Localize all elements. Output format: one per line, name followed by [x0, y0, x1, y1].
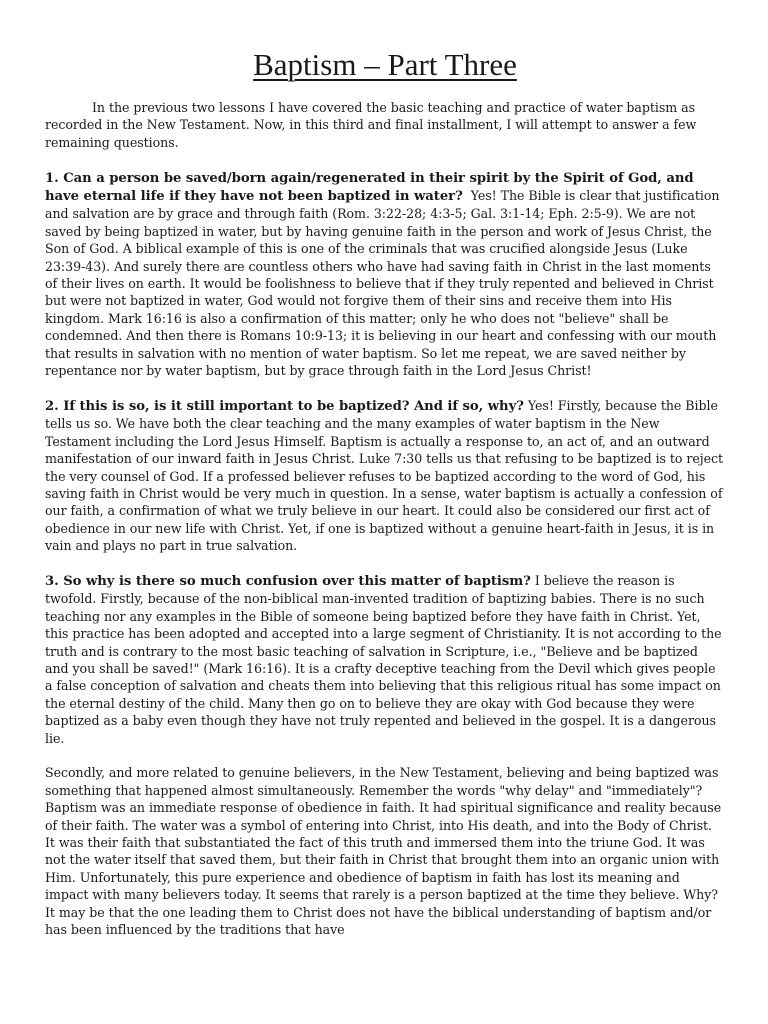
question-3-paragraph: [45, 572, 725, 747]
question-2-paragraph: [45, 397, 725, 555]
answer-1-text: Yes! The Bible is clear that justification and salvation are by grace and through faith (Rom. 3:22-28; 4:3-5; Gal. 3:1-14; Eph. 2:5-9). We are not saved by being baptized in water, but by having genuine faith in the person and work of Jesus Christ, the Son of God. A biblical example of this is one of the criminals that was crucified alongside Jesus (Luke 23:39-43). And surely there are countless others who have had saving faith in Christ in the last moments of their lives on earth. It would be foolishness to believe that if they truly repented and believed in Christ but were not baptized in water, God would not forgive them of their sins and receive them into His kingdom. Mark 16:16 is also a confirmation of this matter; only he who does not "believe" shall be condemned. And then there is Romans 10:9-13; it is believing in our heart and confessing with our mouth that results in salvation with no mention of water baptism. So let me repeat, we are saved neither by repentance nor by water baptism, but by grace through faith in the Lord Jesus Christ!: [45, 188, 720, 379]
answer-2-text: Yes! Firstly, because the Bible tells us so. We have both the clear teaching and the many examples of water baptism in the New Testament including the Lord Jesus Himself. Baptism is actually a response to, an act of, and an outward manifestation of our inward faith in Jesus Christ. Luke 7:30 tells us that refusing to be baptized is to reject the very counsel of God. If a professed believer refuses to be baptized according to the word of God, his saving faith in Christ would be very much in question. In a sense, water baptism is actually a confession of our faith, a confirmation of what we truly believe in our heart. It could also be considered our first act of obedience in our new life with Christ. Yet, if one is baptized without a genuine heart-faith in Jesus, it is in vain and plays no part in true salvation.: [45, 397, 724, 554]
answer-3-text: I believe the reason is twofold. Firstly, because of the non-biblical man-invented tradition of baptizing babies. There is no such teaching nor any examples in the Bible of someone being baptized before they have faith in Christ. Yet, this practice has been adopted and accepted into a large segment of Christianity. It is not according to the truth and is contrary to the most basic teaching of salvation in Scripture, i.e., "Believe and be baptized and you shall be saved!" (Mark 16:16). It is a crafty deceptive teaching from the Devil which gives people a false conception of salvation and cheats them into believing that this religious ritual has some impact on the eternal destiny of the child. Many then go on to believe they are okay with God because they were baptized as a baby even though they have not truly repented and believed in the gospel. It is a dangerous lie.: [45, 572, 722, 746]
question-2-heading: 2. If this is so, is it still important to be baptized? And if so, why?: [45, 398, 524, 414]
question-1-heading: 1. Can a person be saved/born again/regenerated in their spirit by the Spirit of God, and have eternal life if they have not been baptized in water?: [45, 170, 694, 205]
closing-paragraph: Secondly, and more related to genuine believers, in the New Testament, believing and being baptized was something that happened almost simultaneously. Remember the words "why delay" and "immediately"? Baptism was an immediate response of obedience in faith. It had spiritual significance and reality because of their faith. The water was a symbol of entering into Christ, into His death, and into the Body of Christ. It was their faith that substantiated the fact of this truth and immersed them into the triune God. It was not the water itself that saved them, but their faith in Christ that brought them into an organic union with Him. Unfortunately, this pure experience and obedience of baptism in faith has lost its meaning and impact with many believers today. It seems that rarely is a person baptized at the time they believe. Why? It may be that the one leading them to Christ does not have the biblical understanding of baptism and/or has been influenced by the traditions that have: [45, 765, 722, 938]
page-title: Baptism – Part Three: [253, 47, 517, 82]
question-1-paragraph: [45, 169, 725, 380]
intro-paragraph: In the previous two lessons I have covered the basic teaching and practice of water baptism as recorded in the New Testament. Now, in this third and final installment, I will attempt to answer a few remaining questions.: [45, 100, 697, 150]
document-page: [45, 47, 725, 956]
question-3-heading: 3. So why is there so much confusion over this matter of baptism?: [45, 573, 531, 589]
